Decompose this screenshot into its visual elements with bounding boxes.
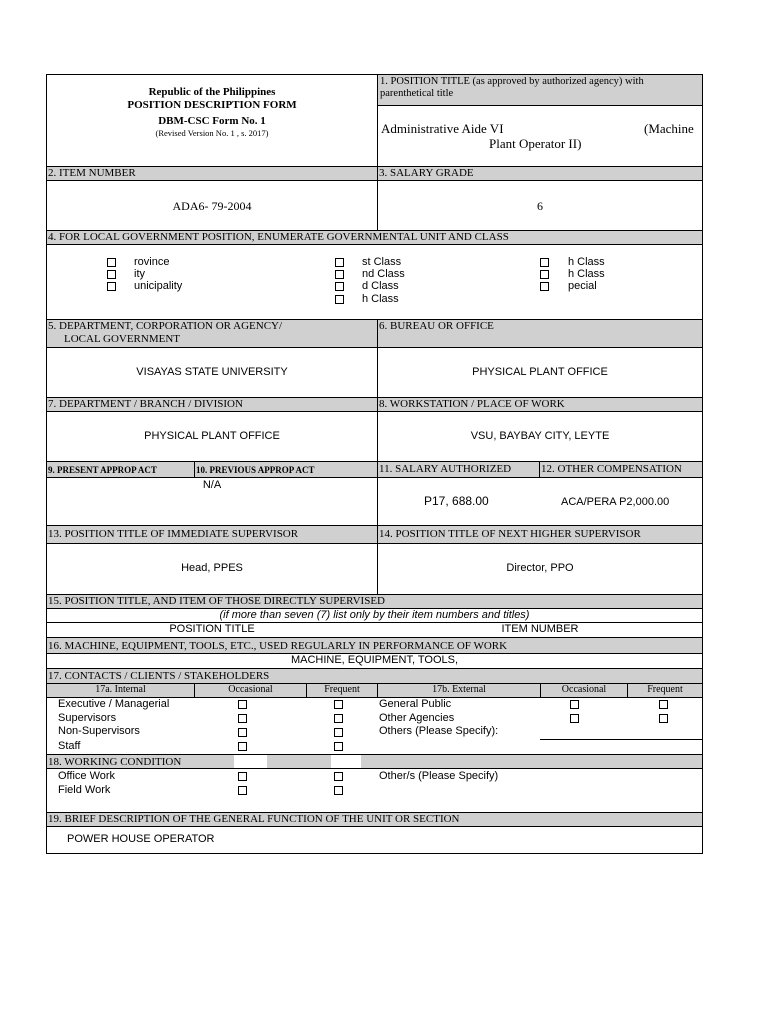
checkbox-occasional[interactable]: [570, 700, 579, 709]
checkbox-class[interactable]: [335, 282, 344, 291]
checkbox-occasional[interactable]: [570, 714, 579, 723]
divider: [46, 166, 703, 167]
general-function-value[interactable]: POWER HOUSE OPERATOR: [67, 833, 215, 845]
divider: [46, 244, 703, 245]
divider: [46, 180, 703, 181]
position-title-paren-rest[interactable]: Plant Operator II): [489, 136, 582, 151]
workstation-label: 8. WORKSTATION / PLACE OF WORK: [379, 398, 565, 410]
others-specify-line[interactable]: [540, 739, 702, 740]
supervised-col-item: ITEM NUMBER: [501, 623, 579, 635]
checkbox-frequent[interactable]: [334, 786, 343, 795]
item-number-label: 2. ITEM NUMBER: [48, 167, 136, 179]
working-condition-label: 18. WORKING CONDITION: [48, 756, 182, 768]
checkbox-municipality[interactable]: [107, 282, 116, 291]
machines-label: 16. MACHINE, EQUIPMENT, TOOLS, ETC., USED REGULARLY IN PERFORMANCE OF WORK: [48, 640, 508, 652]
revised-version: (Revised Version No. 1 , s. 2017): [155, 128, 269, 138]
checkbox-class[interactable]: [335, 270, 344, 279]
divider: [46, 768, 703, 769]
divider: [46, 347, 703, 348]
checkbox-occasional[interactable]: [238, 786, 247, 795]
local-gov-option: rovince: [134, 256, 170, 268]
external-contact: Others (Please Specify):: [379, 725, 499, 737]
divider: [377, 461, 378, 525]
working-condition-item: Office Work: [58, 770, 116, 782]
local-gov-option: unicipality: [134, 280, 183, 292]
internal-contact: Executive / Managerial: [58, 698, 170, 710]
checkbox-frequent[interactable]: [659, 714, 668, 723]
divider: [377, 525, 378, 594]
item-number-value[interactable]: ADA6- 79-2004: [172, 199, 252, 213]
internal-contact: Non-Supervisors: [58, 725, 140, 737]
salary-grade-value[interactable]: 6: [537, 199, 543, 213]
checkbox-frequent[interactable]: [334, 772, 343, 781]
contacts-label: 17. CONTACTS / CLIENTS / STAKEHOLDERS: [48, 670, 270, 682]
checkbox-occasional[interactable]: [238, 728, 247, 737]
checkbox-city[interactable]: [107, 270, 116, 279]
local-gov-option: nd Class: [362, 268, 405, 280]
branch-value[interactable]: PHYSICAL PLANT OFFICE: [144, 430, 280, 442]
supervised-col-title: POSITION TITLE: [169, 623, 255, 635]
bureau-value[interactable]: PHYSICAL PLANT OFFICE: [472, 366, 608, 378]
divider: [377, 319, 378, 397]
general-function-label: 19. BRIEF DESCRIPTION OF THE GENERAL FUNCTION OF THE UNIT OR SECTION: [48, 813, 460, 825]
checkbox-frequent[interactable]: [334, 714, 343, 723]
divider: [194, 461, 195, 477]
checkbox-frequent[interactable]: [334, 728, 343, 737]
working-condition-other: Other/s (Please Specify): [379, 770, 499, 782]
working-condition-item: Field Work: [58, 784, 111, 796]
divider: [377, 166, 378, 230]
occasional-header: Occasional: [561, 684, 607, 695]
supervised-note: (if more than seven (7) list only by their item numbers and titles): [219, 609, 530, 621]
external-contact: General Public: [379, 698, 452, 710]
department-label: 5. DEPARTMENT, CORPORATION OR AGENCY/: [48, 320, 283, 332]
other-compensation-label: 12. OTHER COMPENSATION: [541, 463, 682, 475]
position-title-value[interactable]: Administrative Aide VI: [381, 121, 504, 136]
checkbox-frequent[interactable]: [334, 700, 343, 709]
form-number: DBM-CSC Form No. 1: [158, 115, 266, 127]
local-gov-option: h Class: [568, 268, 605, 280]
internal-contact: Staff: [58, 740, 81, 752]
present-approp-label: 9. PRESENT APPROP ACT: [48, 465, 157, 475]
position-title-label-2: parenthetical title: [380, 88, 454, 99]
external-header: 17b. External: [432, 684, 486, 695]
frequent-header: Frequent: [647, 684, 683, 695]
republic-text: Republic of the Philippines: [148, 86, 276, 98]
immediate-supervisor-value[interactable]: Head, PPES: [181, 562, 243, 574]
supervised-label: 15. POSITION TITLE, AND ITEM OF THOSE DIRECTLY SUPERVISED: [48, 595, 385, 607]
checkbox-special[interactable]: [540, 282, 549, 291]
local-gov-option: st Class: [362, 256, 402, 268]
next-supervisor-label: 14. POSITION TITLE OF NEXT HIGHER SUPERVISOR: [379, 528, 641, 540]
checkbox-occasional[interactable]: [238, 742, 247, 751]
checkbox-class[interactable]: [335, 258, 344, 267]
other-compensation-value[interactable]: ACA/PERA P2,000.00: [561, 496, 670, 508]
internal-header: 17a. Internal: [95, 684, 146, 695]
immediate-supervisor-label: 13. POSITION TITLE OF IMMEDIATE SUPERVISOR: [48, 528, 299, 540]
approp-value[interactable]: N/A: [202, 479, 222, 491]
divider: [377, 397, 378, 461]
department-label-2: LOCAL GOVERNMENT: [64, 333, 180, 345]
checkbox-class[interactable]: [540, 270, 549, 279]
label-band: [47, 167, 702, 180]
branch-label: 7. DEPARTMENT / BRANCH / DIVISION: [48, 398, 243, 410]
form-name: POSITION DESCRIPTION FORM: [127, 99, 297, 111]
checkbox-occasional[interactable]: [238, 700, 247, 709]
local-gov-option: h Class: [568, 256, 605, 268]
checkbox-class[interactable]: [335, 295, 344, 304]
checkbox-frequent[interactable]: [334, 742, 343, 751]
checkbox-frequent[interactable]: [659, 700, 668, 709]
salary-authorized-value[interactable]: P17, 688.00: [424, 494, 489, 508]
internal-contact: Supervisors: [58, 712, 117, 724]
checkbox-occasional[interactable]: [238, 714, 247, 723]
salary-authorized-label: 11. SALARY AUTHORIZED: [379, 463, 512, 475]
frequent-header: Frequent: [324, 684, 360, 695]
position-title-paren[interactable]: (Machine: [644, 121, 694, 136]
divider: [378, 105, 702, 106]
divider: [46, 411, 703, 412]
checkbox-occasional[interactable]: [238, 772, 247, 781]
next-supervisor-value[interactable]: Director, PPO: [506, 562, 574, 574]
divider: [539, 461, 540, 477]
occasional-header: Occasional: [228, 684, 273, 695]
divider: [46, 826, 703, 827]
machines-value[interactable]: MACHINE, EQUIPMENT, TOOLS,: [290, 654, 459, 666]
form-header: [47, 86, 377, 139]
divider: [46, 543, 703, 544]
label-band: [361, 755, 702, 768]
local-gov-option: ity: [134, 268, 145, 280]
department-value[interactable]: VISAYAS STATE UNIVERSITY: [136, 366, 288, 378]
bureau-label: 6. BUREAU OR OFFICE: [379, 320, 494, 332]
local-gov-option: d Class: [362, 280, 399, 292]
external-contact: Other Agencies: [379, 712, 455, 724]
divider: [46, 477, 703, 478]
checkbox-province[interactable]: [107, 258, 116, 267]
local-gov-label: 4. FOR LOCAL GOVERNMENT POSITION, ENUMERATE GOVERNMENTAL UNIT AND CLASS: [48, 231, 509, 243]
salary-grade-label: 3. SALARY GRADE: [379, 167, 474, 179]
position-title-label: 1. POSITION TITLE (as approved by authorized agency) with: [380, 76, 644, 87]
previous-approp-label: 10. PREVIOUS APPROP ACT: [196, 465, 315, 475]
local-gov-option: h Class: [362, 293, 399, 305]
label-band: [267, 755, 331, 768]
workstation-value[interactable]: VSU, BAYBAY CITY, LEYTE: [470, 430, 610, 442]
checkbox-class[interactable]: [540, 258, 549, 267]
local-gov-option: pecial: [568, 280, 597, 292]
